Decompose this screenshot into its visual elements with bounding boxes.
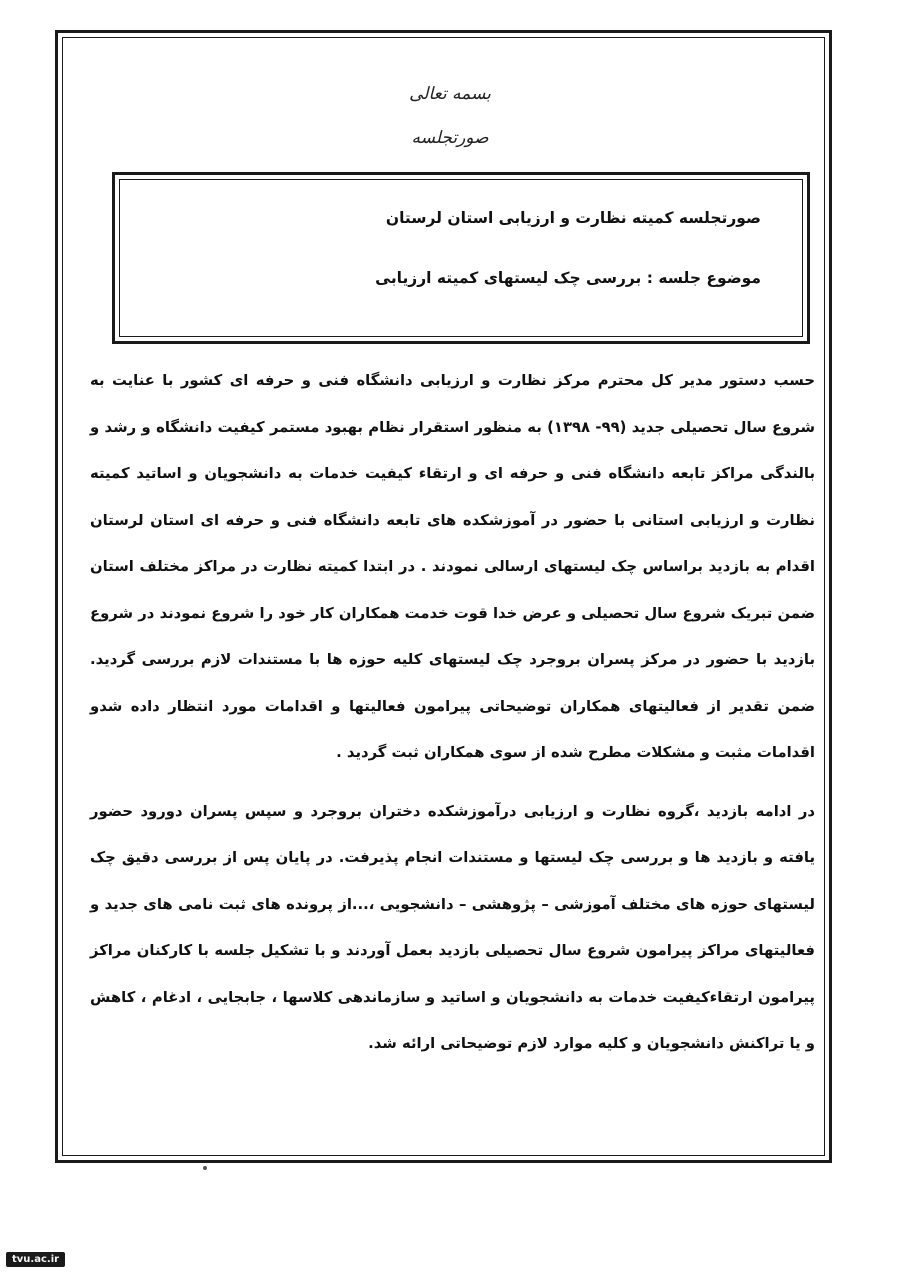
basmala-text: بسمه تعالی	[409, 84, 491, 104]
document-title: صورتجلسه کمیته نظارت و ارزیابی استان لرستان	[385, 209, 761, 227]
meeting-subject: موضوع جلسه : بررسی چک لیستهای کمیته ارزیابی	[375, 269, 761, 287]
minutes-label: صورتجلسه	[411, 128, 489, 148]
scan-dot	[203, 1166, 207, 1170]
document-body	[90, 358, 815, 1068]
invocation-heading	[0, 72, 900, 160]
body-paragraph-2: در ادامه بازدید ،گروه نظارت و ارزیابی درآموزشکده دختران بروجرد و سپس پسران دورود حضور یافته و بازدید ها و بررسی چک لیستها و مستندات انجام پذیرفت. در پایان پس از بررسی دقیق چک لیستهای حوزه های مختلف آموزشی – پژوهشی – دانشجویی ،...از پرونده های ثبت نامی های جدید و فعالیتهای مراکز پیرامون شروع سال تحصیلی بازدید بعمل آوردند و با تشکیل جلسه با کارکنان مراکز پیرامون ارتقاءکیفیت خدمات به دانشجویان و اساتید و سازماندهی کلاسها ، جابجایی ، ادغام ، کاهش و یا تراکنش دانشجویان و کلیه موارد لازم توضیحاتی ارائه شد.	[90, 802, 815, 1052]
site-watermark: tvu.ac.ir	[6, 1252, 65, 1267]
body-paragraph-1: حسب دستور مدیر کل محترم مرکز نظارت و ارزیابی دانشگاه فنی و حرفه ای کشور با عنایت به شروع سال تحصیلی جدید (۹۹- ۱۳۹۸) به منظور استقرار نظام بهبود مستمر کیفیت دانشگاه و رشد و بالندگی مراکز تابعه دانشگاه فنی و حرفه ای و ارتقاء کیفیت خدمات به دانشجویان و اساتید کمیته نظارت و ارزیابی استانی با حضور در آموزشکده های تابعه دانشگاه فنی و حرفه ای استان لرستان اقدام به بازدید براساس چک لیستهای ارسالی نمودند . در ابتدا کمیته نظارت در مراکز مختلف استان ضمن تبریک شروع سال تحصیلی و عرض خدا قوت خدمت همکاران کار خود را شروع نمودند در شروع بازدید با حضور در مرکز پسران بروجرد چک لیستهای کلیه حوزه ها با مستندات لازم بررسی گردید. ضمن تقدیر از فعالیتهای همکاران توضیحاتی پیرامون فعالیتها و اقدامات مورد انتظار داده شدو اقدامات مثبت و مشکلات مطرح شده از سوی همکاران ثبت گردید .	[90, 372, 816, 761]
header-box	[112, 172, 810, 344]
